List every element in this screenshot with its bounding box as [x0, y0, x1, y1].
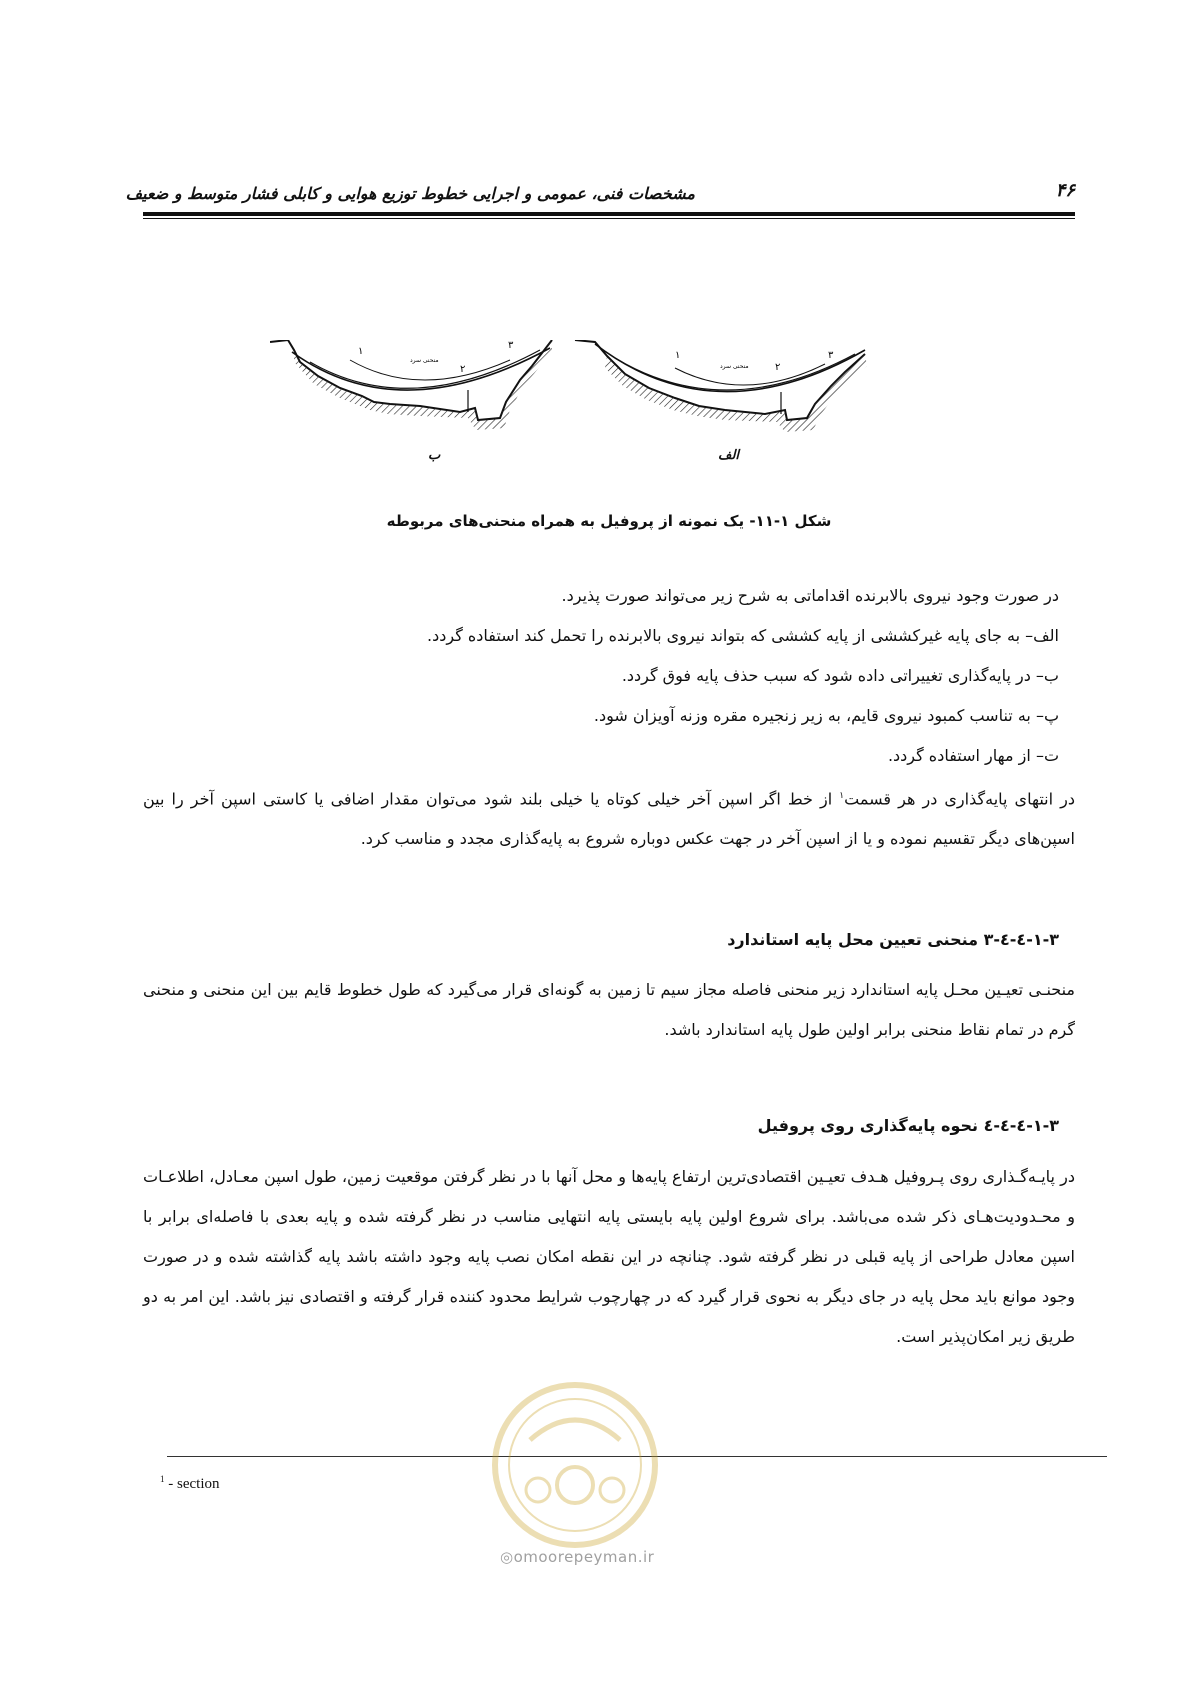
standard-curve-paragraph: منحنـی تعیـین محـل پایه استاندارد زیر منحنی فاصله مجاز سیم تا زمین به گونه‌ای قرار می‌گیرد که طول خطوط قایم بین این منحنی و منحنی گرم در تمام نقاط منحنی برابر اولین طول پایه استاندارد باشد.	[143, 980, 1075, 1039]
intro-paragraph: در صورت وجود نیروی بالابرنده اقداماتی به شرح زیر می‌تواند صورت پذیرد.	[561, 586, 1059, 605]
profile-panel-be	[270, 340, 552, 430]
end-span-text-b: از خط اگر اسپن آخر خیلی کوتاه یا خیلی بلند شود می‌توان مقدار اضافی یا کاستی اسپن آخر را بین اسپن‌های دیگر تقسیم نموده و یا از اسپن آخر در جهت عکس دوباره شروع به پایه‌گذاری مجدد و مناسب کرد.	[143, 789, 1075, 849]
curve-label-2-alef: ۲	[775, 362, 781, 373]
profile-panel-alef	[575, 340, 867, 432]
curve-label-1-alef: ۱	[675, 350, 681, 361]
header-rule-thick	[143, 212, 1075, 216]
end-span-text-a: در انتهای پایه‌گذاری در هر قسمت	[844, 789, 1075, 809]
placement-paragraph: در پایـه‌گـذاری روی پـروفیل هـدف تعیـین اقتصادی‌ترین ارتفاع پایه‌ها و محل آنها با در نظر گرفتن موقعیت زمین، طول اسپن معـادل، اطلاعـات و محـدودیت‌هـای ذکر شده می‌باشد. برای شروع اولین پایه بایستی پایه انتهایی مناسب در نظر گرفته شده و پایه بعدی با فاصله‌ای برابر با اسپن معادل طراحی از پایه قبلی در نظر گرفته شود. چنانچه در این نقطه امکان نصب پایه وجود داشته باشد پایه گذاشته شده و در صورت وجود موانع باید محل پایه در جای دیگر به نحوی قرار گیرد که در چهارچوب شرایط محدود کننده قرار گرفته و اقتصادی نیز باشد. این امر به دو طریق زیر امکان‌پذیر است.	[143, 1167, 1075, 1346]
list-item-te: ت– از مهار استفاده گردد.	[887, 746, 1059, 765]
footnote-text: - section	[164, 1476, 220, 1492]
curve-label-3-be: ۳	[508, 340, 514, 351]
list-item-alef: الف– به جای پایه غیرکششی از پایه کششی که بتواند نیروی بالابرنده را تحمل کند استفاده گردد.	[427, 626, 1059, 645]
panel-label-be: ب	[428, 448, 441, 463]
page-header	[125, 176, 1075, 216]
figure-caption: شکل ۱-۱۱- یک نمونه از پروفیل به همراه منحنی‌های مربوطه	[386, 512, 832, 530]
profile-figure	[270, 340, 950, 500]
section-heading-placement: ۱-۳-٤-٤-٤ نحوه پایه‌گذاری روی پروفیل	[757, 1116, 1059, 1135]
footnote-marker: 1	[160, 1474, 165, 1484]
globe-icon: ◎	[500, 1548, 514, 1566]
panel-label-alef: الف	[718, 448, 740, 463]
curve-label-1-be: ۱	[358, 346, 364, 357]
list-item-pe: پ– به تناسب کمبود نیروی قایم، به زیر زنجیره مقره وزنه آویزان شود.	[593, 706, 1059, 725]
curve-note-alef: منحنی سرد	[720, 363, 749, 370]
header-title: مشخصات فنی، عمومی و اجرایی خطوط توزیع هوایی و کابلی فشار متوسط و ضعیف	[125, 184, 695, 203]
seal-logo-icon	[490, 1380, 660, 1550]
footnote	[160, 1474, 219, 1493]
list-item-be: ب– در پایه‌گذاری تغییراتی داده شود که سبب حذف پایه فوق گردد.	[621, 666, 1059, 685]
profile-diagram	[270, 340, 950, 460]
footnote-ref: ۱	[839, 791, 845, 801]
section-heading-standard-curve: ۱-۳-٤-٤-۳ منحنی تعیین محل پایه استاندارد	[727, 930, 1059, 949]
watermark-url	[500, 1548, 654, 1566]
header-rule-thin	[143, 218, 1075, 219]
watermark-url-text: omoorepeyman.ir	[513, 1548, 655, 1566]
curve-label-3-alef: ۳	[828, 350, 834, 361]
curve-note-be: منحنی سرد	[410, 357, 439, 364]
curve-label-2-be: ۲	[460, 364, 466, 375]
end-span-paragraph	[143, 776, 1075, 859]
page-number: ۴۶	[1055, 180, 1075, 201]
